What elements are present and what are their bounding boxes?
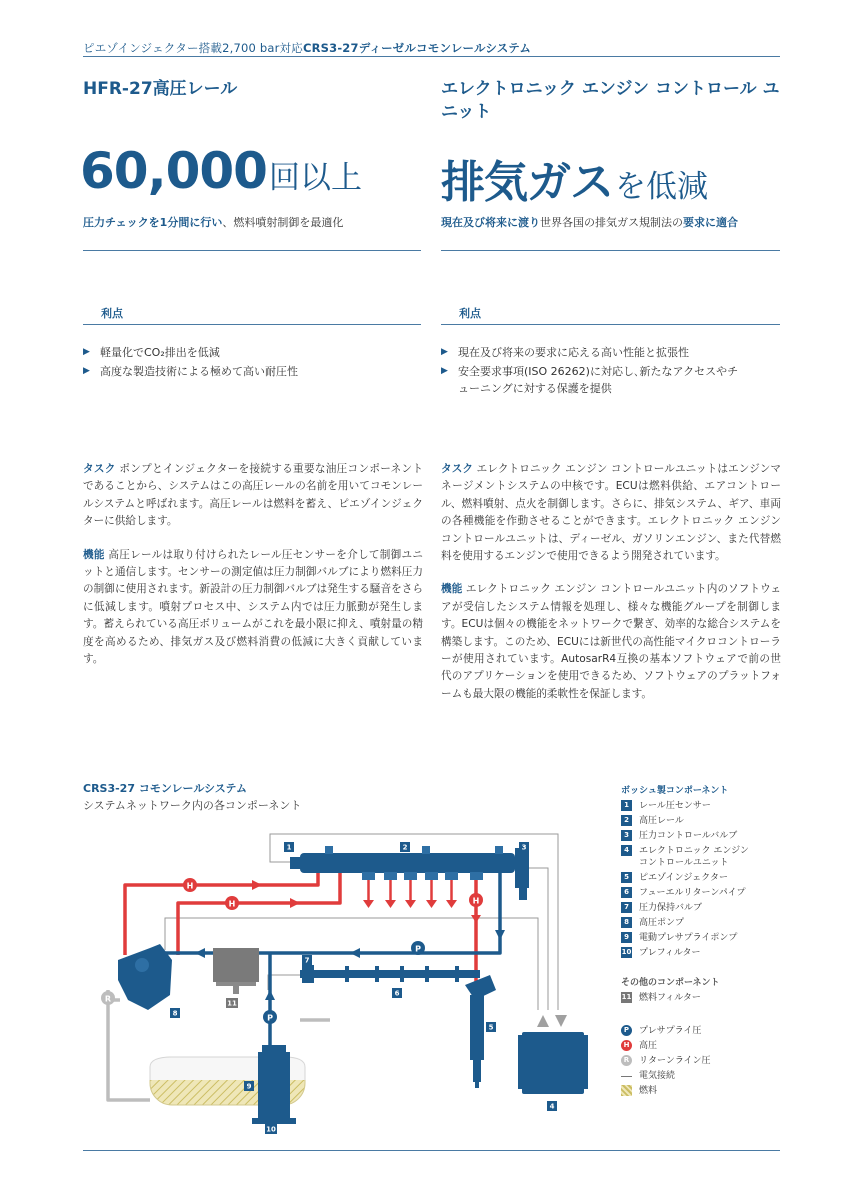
legend-row: 9 電動プレサプライポンプ <box>621 932 791 944</box>
diagram-legend <box>621 783 791 1100</box>
svg-text:1: 1 <box>286 843 292 852</box>
right-advantages-label: 利点 <box>459 307 481 320</box>
triangle-bullet-icon: ▶ <box>441 347 448 357</box>
legend-row: 1 レール圧センサー <box>621 800 791 812</box>
presupply-pump <box>252 1045 296 1124</box>
legend-row: 5 ピエゾインジェクター <box>621 872 791 884</box>
legend-row: 10 プレフィルター <box>621 948 701 958</box>
footer-rule <box>83 1150 780 1151</box>
legend-row: P プレサプライ圧 <box>621 1025 791 1037</box>
svg-text:H: H <box>228 899 236 909</box>
left-subtitle-rest: 、燃料噴射制御を最適化 <box>222 216 344 229</box>
left-big-suffix: 回以上 <box>268 160 362 196</box>
left-title: HFR-27高圧レール <box>83 79 238 99</box>
legend-row: 2 高圧レール <box>621 815 791 827</box>
list-item: ▶ 高度な製造技術による極めて高い耐圧性 <box>83 365 298 378</box>
wire-line-icon <box>621 1070 632 1077</box>
svg-text:H: H <box>186 881 194 891</box>
legend-row: R リターンライン圧 <box>621 1055 791 1067</box>
right-function-paragraph: 機能 エレクトロニック エンジン コントロールユニット内のソフトウェアが受信したシステム情報を処理し、様々な機能グループを制御します。ECUは個々の機能をネットワークで繋ぎ、効率的な総合システムを構築します。このため、ECUには新世代の高性能マイクロコントローラーが使用されています。AutosarR4互換の基本ソフトウェアで前の世代のアプリケーションを使用できるため、ソフトウェアのプラットフォームも最大限の機能的柔軟性を保証します。 <box>441 583 782 700</box>
legend-row: 3 圧力コントロールバルブ <box>621 830 791 842</box>
svg-text:4: 4 <box>549 1102 555 1111</box>
svg-text:P: P <box>267 1013 273 1023</box>
legend-row: 燃料 <box>621 1085 791 1097</box>
svg-text:3: 3 <box>521 843 527 852</box>
svg-text:6: 6 <box>394 989 400 998</box>
triangle-bullet-icon: ▶ <box>83 347 90 357</box>
legend-row: 7 圧力保持バルブ <box>621 902 791 914</box>
left-big-number: 60,000 <box>80 142 267 200</box>
legend-row: 電気接続 <box>621 1070 791 1082</box>
legend-row: 6 フューエルリターンパイプ <box>621 887 791 899</box>
svg-text:9: 9 <box>246 1082 252 1091</box>
svg-text:5: 5 <box>488 1023 494 1032</box>
bosch-components-label: ボッシュ製コンポーネント <box>621 786 729 796</box>
left-task-paragraph: タスク ポンプとインジェクターを接続する重要な油圧コンポーネントであることから、システムはこの高圧レールの名前を用いてコモンレールシステムと呼ばれます。高圧レールは燃料を蓄え、ピエゾインジェクターに供給します。 <box>83 463 423 528</box>
svg-text:2: 2 <box>402 843 408 852</box>
svg-text:11: 11 <box>227 999 237 1008</box>
other-components-label: その他のコンポーネント <box>621 978 720 988</box>
right-subtitle: 現在及び将来に渡り世界各国の排気ガス規制法の要求に適合 <box>441 216 738 229</box>
svg-text:7: 7 <box>304 956 310 965</box>
left-advantages-label: 利点 <box>101 307 123 320</box>
engine-control-unit <box>518 1015 588 1094</box>
diagram-subtitle: システムネットワーク内の各コンポーネント <box>83 799 302 812</box>
header-pre: ピエゾインジェクター搭載2,700 bar対応 <box>83 41 303 55</box>
left-subtitle-bold: 圧力チェックを1分間に行い <box>83 216 223 229</box>
fuel-hatch-icon <box>621 1085 632 1096</box>
right-big-number: 排気ガス <box>441 157 613 208</box>
svg-text:H: H <box>472 896 480 906</box>
svg-text:R: R <box>104 994 112 1004</box>
svg-text:P: P <box>415 944 421 954</box>
svg-text:8: 8 <box>172 1009 178 1018</box>
diagram-title: CRS3-27 コモンレールシステム <box>83 782 247 795</box>
list-item: ▶ 安全要求事項(ISO 26262)に対応し､新たなアクセスやチューニングに対する保護を提供 <box>441 365 739 395</box>
legend-row: 8 高圧ポンプ <box>621 917 791 929</box>
fuel-filter <box>213 948 259 994</box>
legend-row: 4 エレクトロニック エンジン コントロールユニット <box>621 845 791 869</box>
svg-text:10: 10 <box>266 1125 276 1134</box>
fuel-return-pipe <box>300 965 480 983</box>
right-big-suffix: を低減 <box>615 169 708 205</box>
list-item: ▶ 軽量化でCO₂排出を低減 <box>83 346 220 359</box>
legend-row: 11 燃料フィルター <box>621 993 701 1003</box>
list-item: ▶ 現在及び将来の要求に応える高い性能と拡張性 <box>441 346 689 359</box>
header-strong: CRS3-27ディーゼルコモンレールシステム <box>302 41 532 55</box>
right-task-paragraph: タスク エレクトロニック エンジン コントロールユニットはエンジンマネージメントシステムの中核です。ECUは燃料供給、エアコントロール、燃料噴射、点火を制御します。さらに、排気システム、ギア、車両の各種機能を作動させることができます。エレクトロニック エンジン コントロールユニットは、ディーゼル、ガソリンエンジン、また代替燃料を使用するエンジンで使用できるよう開発されています。 <box>441 463 781 563</box>
right-title: エレクトロニック エンジン コントロール ユニット <box>441 79 780 122</box>
triangle-bullet-icon: ▶ <box>441 366 448 376</box>
legend-row: H 高圧 <box>621 1040 791 1052</box>
triangle-bullet-icon: ▶ <box>83 366 90 376</box>
left-function-paragraph: 機能 高圧レールは取り付けられたレール圧センサーを介して制御ユニットと通信します。センサーの測定値は圧力制御バルブにより燃料圧力の制御に使用されます。新設計の圧力制御バルブは発生する騒音をさらに低減します。噴射プロセス中、システム内では圧力脈動が発生します。蓄えられている高圧ボリュームがこれを最小限に抑え、噴射量の精度を高めるため、排気ガス及び燃料消費の低減に大きく貢献しています。 <box>83 548 423 666</box>
